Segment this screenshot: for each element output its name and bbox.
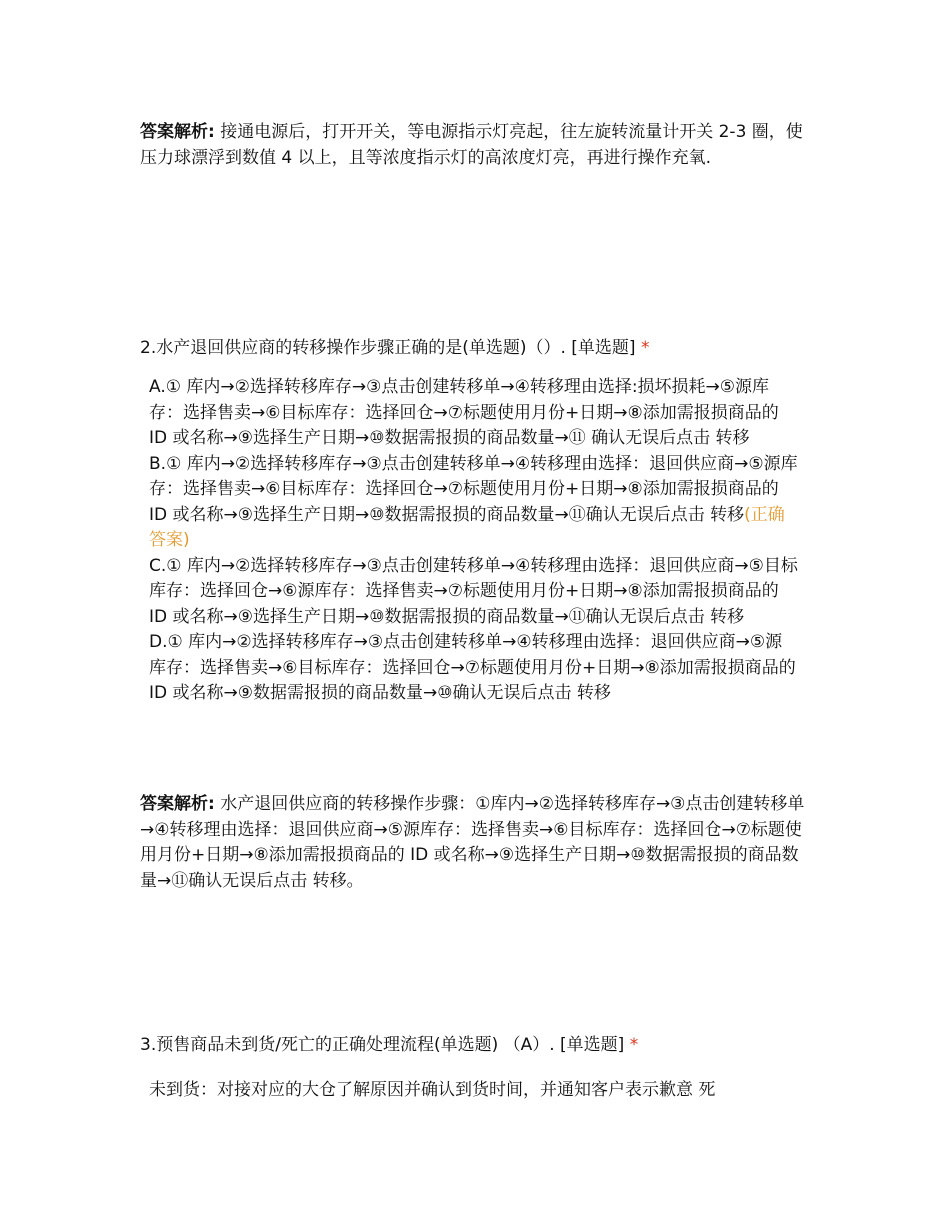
option-c-text: C.① 库内→②选择转移库存→③点击创建转移单→④转移理由选择：退回供应商→⑤目标库存：选择回仓→⑥源库存：选择售卖→⑦标题使用月份+日期→⑧添加需报损商品的 ID 或名称→⑨选择生产日期→⑩数据需报损的商品数量→⑪确认无误后点击 转移 — [149, 555, 798, 627]
option-a-text: A.① 库内→②选择转移库存→③点击创建转移单→④转移理由选择:损坏损耗→⑤源库存：选择售卖→⑥目标库存：选择回仓→⑦标题使用月份+日期→⑧添加需报损商品的 ID 或名称→⑨选择生产日期→⑩数据需报损的商品数量→⑪ 确认无误后点击 转移 — [149, 377, 779, 448]
analysis-label: 答案解析: — [140, 794, 215, 814]
option-b-text: B.① 库内→②选择转移库存→③点击创建转移单→④转移理由选择：退回供应商→⑤源库存：选择售卖→⑥目标库存：选择回仓→⑦标题使用月份+日期→⑧添加需报损商品的 ID 或名称→⑨选择生产日期→⑩数据需报损的商品数量→⑪确认无误后点击 转移 — [149, 453, 798, 525]
q1-analysis — [140, 120, 812, 171]
analysis-text: 接通电源后，打开开关，等电源指示灯亮起，往左旋转流量计开关 2-3 圈，使压力球漂浮到数值 4 以上，且等浓度指示灯的高浓度灯亮，再进行操作充氧. — [140, 122, 803, 168]
question-3-title — [140, 1033, 820, 1058]
analysis-label: 答案解析: — [140, 122, 215, 142]
option-b[interactable] — [149, 452, 799, 554]
option-d-text: D.① 库内→②选择转移库存→③点击创建转移单→④转移理由选择：退回供应商→⑤源库存：选择售卖→⑥目标库存：选择回仓→⑦标题使用月份+日期→⑧添加需报损商品的 ID 或名称→⑨数据需报损的商品数量→⑩确认无误后点击 转移 — [149, 632, 796, 703]
required-mark: * — [629, 1035, 639, 1055]
option-d[interactable] — [149, 630, 799, 707]
correct-answer-tag: (正确答案) — [149, 504, 785, 550]
question-title-text: 2.水产退回供应商的转移操作步骤正确的是(单选题)（）. [单选题] — [140, 338, 636, 358]
question-3-options — [149, 1078, 799, 1104]
option-c[interactable] — [149, 554, 799, 631]
analysis-text: 水产退回供应商的转移操作步骤：①库内→②选择转移库存→③点击创建转移单→④转移理由选择：退回供应商→⑤源库存：选择售卖→⑥目标库存：选择回仓→⑦标题使用月份+日期→⑧添加需报损商品的 ID 或名称→⑨选择生产日期→⑩数据需报损的商品数量→⑪确认无误后点击 转移。 — [140, 794, 805, 891]
q2-analysis — [140, 792, 812, 894]
required-mark: * — [640, 338, 650, 358]
option-text: 未到货：对接对应的大仓了解原因并确认到货时间，并通知客户表示歉意 死 — [149, 1080, 716, 1100]
question-2-title — [140, 336, 820, 361]
question-title-text: 3.预售商品未到货/死亡的正确处理流程(单选题) （A）. [单选题] — [140, 1035, 625, 1055]
option-text-line[interactable] — [149, 1078, 799, 1104]
option-a[interactable] — [149, 375, 799, 452]
question-2-options — [149, 375, 799, 707]
